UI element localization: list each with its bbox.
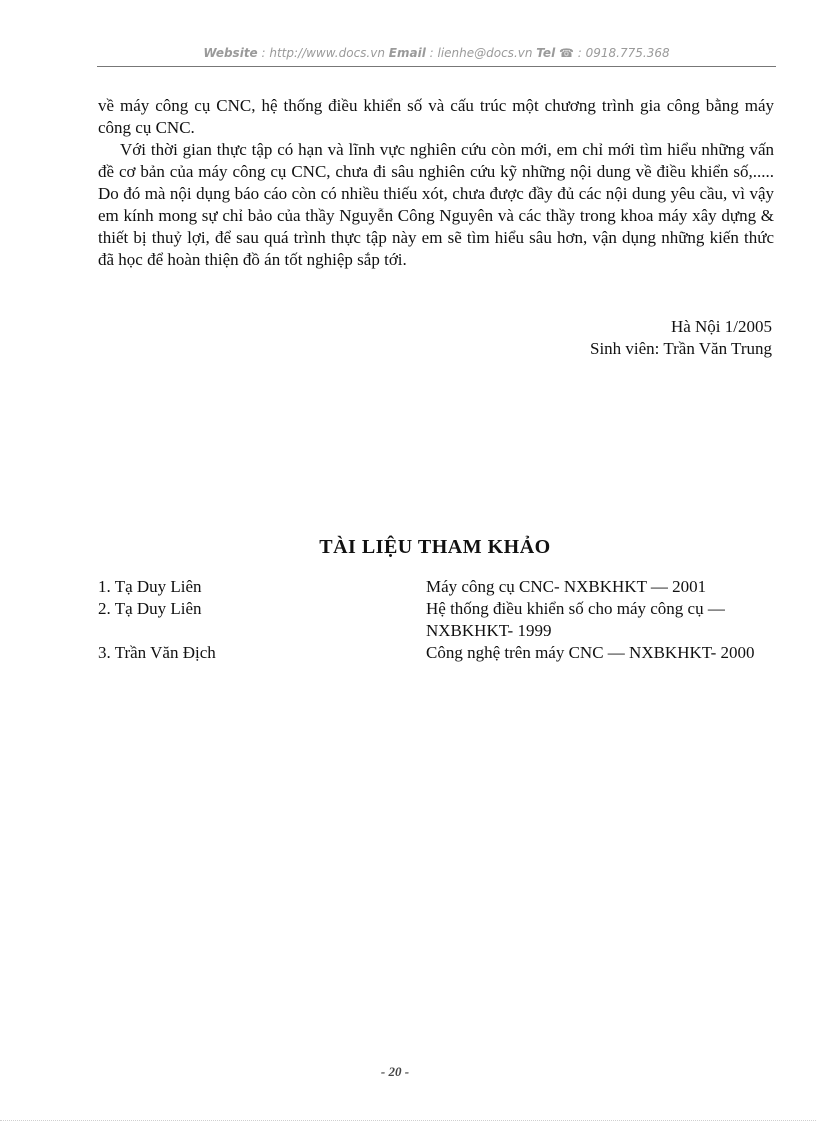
reference-item	[98, 598, 774, 642]
paragraph-1: về máy công cụ CNC, hệ thống điều khiển số và cấu trúc một chương trình gia công bằng máy công cụ CNC.	[98, 96, 774, 137]
tel-value: : 0918.775.368	[573, 46, 670, 60]
website-label: Website	[203, 46, 258, 60]
page-header	[97, 46, 776, 60]
reference-author: 3. Trần Văn Địch	[98, 643, 216, 662]
website-separator: :	[257, 46, 270, 60]
phone-icon: ☎	[559, 46, 574, 60]
signature-place-date: Hà Nội 1/2005	[670, 317, 772, 336]
references-title: TÀI LIỆU THAM KHẢO	[319, 536, 551, 558]
signature-block	[590, 316, 772, 360]
reference-work: Máy công cụ CNC- NXBKHKT — 2001	[426, 577, 707, 596]
page-number: - 20 -	[380, 1064, 410, 1079]
reference-author: 1. Tạ Duy Liên	[98, 577, 202, 596]
references-list	[98, 576, 774, 664]
reference-author: 2. Tạ Duy Liên	[98, 599, 202, 618]
email-label: Email	[388, 46, 426, 60]
page-bottom-border	[0, 1120, 816, 1121]
reference-work: Công nghệ trên máy CNC — NXBKHKT- 2000	[426, 643, 755, 662]
reference-work: Hệ thống điều khiển số cho máy công cụ — NXBKHKT- 1999	[426, 599, 725, 640]
header-divider	[97, 66, 776, 67]
paragraph-2: Với thời gian thực tập có hạn và lĩnh vực nghiên cứu còn mới, em chỉ mới tìm hiểu những vấn đề cơ bản của máy công cụ CNC, chưa đi sâu nghiên cứu kỹ những nội dung về điều khiển số,..... Do đó mà nội dụng báo cáo còn có nhiều thiếu xót, chưa được đầy đủ các nội dung yêu cầu, vì vậy em kính mong sự chỉ bảo của thầy Nguyễn Công Nguyên và các thầy trong khoa máy xây dựng & thiết bị thuỷ lợi, để sau quá trình thực tập này em sẽ tìm hiểu sâu hơn, vận dụng những kiến thức đã học để hoàn thiện đồ án tốt nghiệp sắp tới.	[98, 140, 774, 269]
email-link[interactable]: lienhe@docs.vn	[437, 46, 533, 60]
reference-item	[98, 576, 774, 598]
body-text	[98, 95, 774, 271]
tel-label: Tel	[536, 46, 556, 60]
signature-student: Sinh viên: Trần Văn Trung	[589, 339, 772, 358]
reference-item	[98, 642, 774, 664]
website-link[interactable]: http://www.docs.vn	[269, 46, 385, 60]
email-separator: :	[425, 46, 438, 60]
